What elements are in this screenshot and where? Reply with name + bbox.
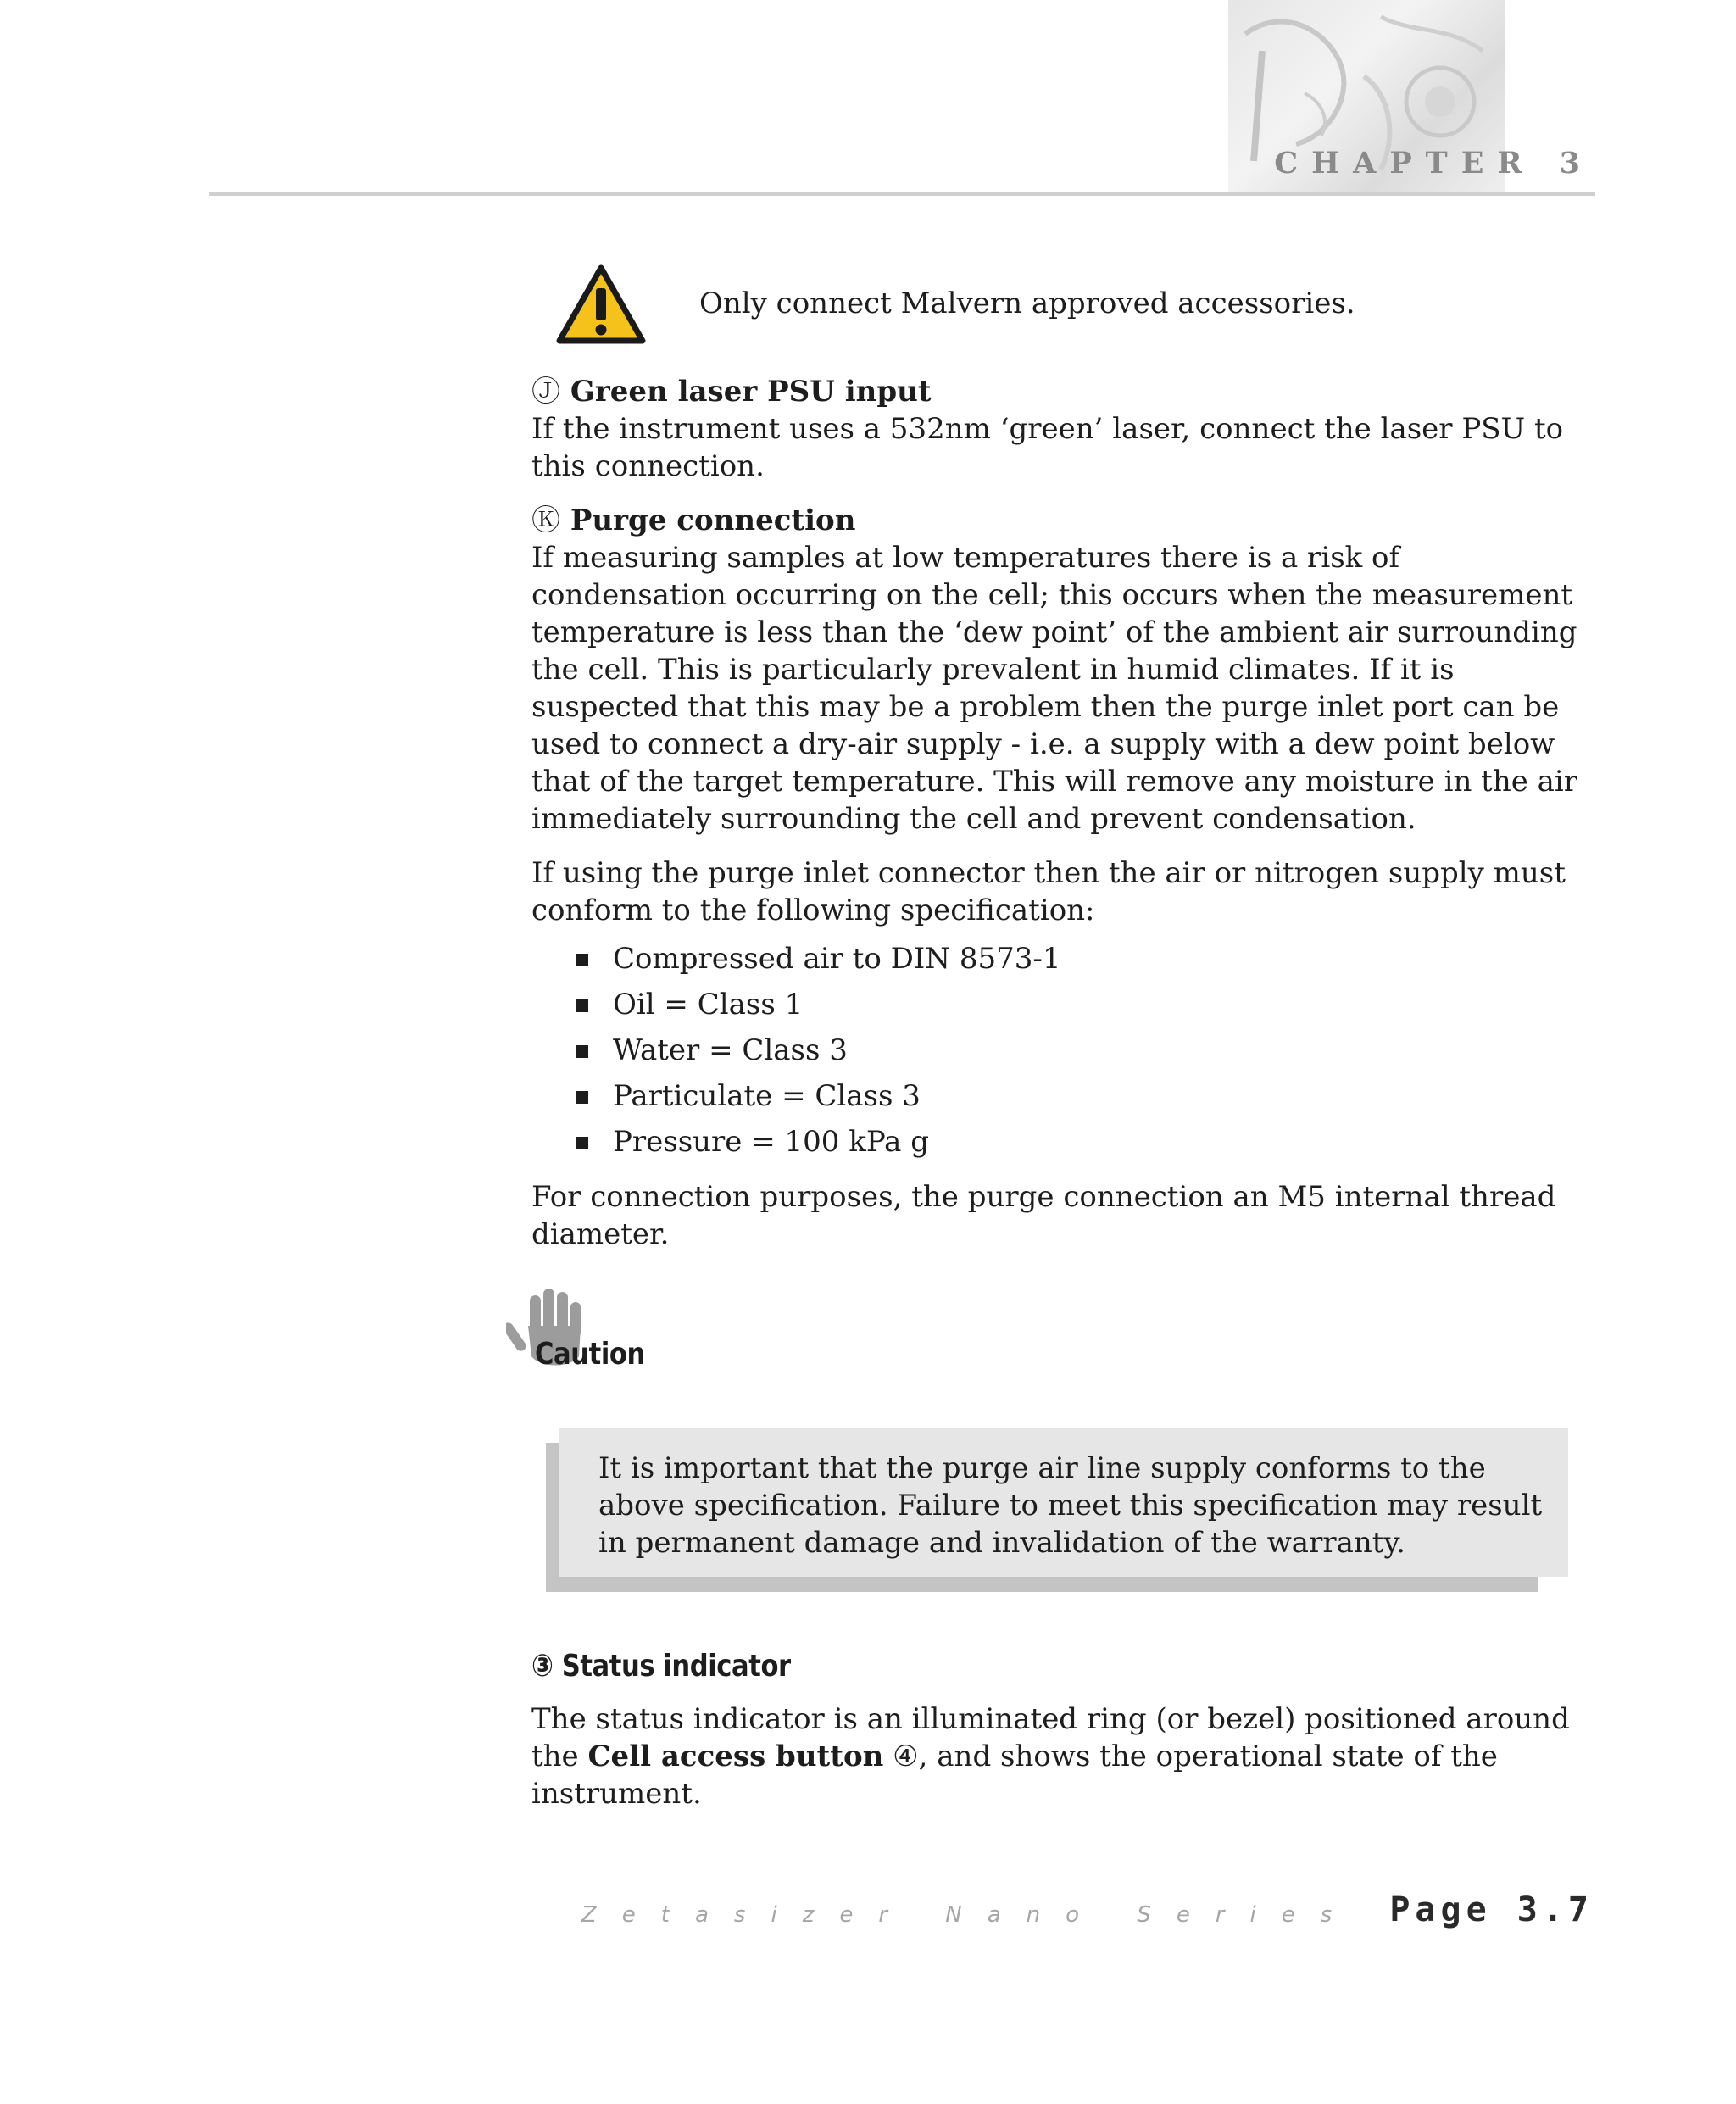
page-number: Page 3.7 bbox=[1389, 1890, 1594, 1929]
list-item: Pressure = 100 kPa g bbox=[576, 1119, 1595, 1165]
list-item: Water = Class 3 bbox=[576, 1027, 1595, 1073]
status-marker: ③ bbox=[531, 1649, 554, 1684]
green-laser-heading bbox=[531, 373, 1595, 410]
status-body-bold: Cell access button bbox=[587, 1739, 884, 1773]
caution-text: It is important that the purge air line supply conforms to the above specification. Failure to meet this specification may result in permanent damage and invalidation of the warranty. bbox=[598, 1451, 1543, 1560]
status-title: Status indicator bbox=[561, 1649, 791, 1684]
chapter-label: CHAPTER 3 bbox=[1274, 146, 1594, 181]
green-laser-marker: Ⓙ bbox=[531, 375, 560, 409]
footer-series-title: Zetasizer Nano Series bbox=[581, 1902, 1358, 1928]
caution-label: Caution bbox=[535, 1337, 645, 1372]
status-body-end: , and shows the operational state of the instrument. bbox=[531, 1739, 1498, 1811]
purge-marker: Ⓚ bbox=[531, 504, 560, 537]
page-content bbox=[531, 263, 1595, 1812]
green-laser-title: Green laser PSU input bbox=[570, 375, 932, 409]
warning-notice bbox=[531, 263, 1595, 373]
status-body-marker: ④ bbox=[893, 1739, 919, 1773]
purge-section bbox=[531, 502, 1595, 838]
purge-heading bbox=[531, 502, 1595, 539]
status-heading bbox=[531, 1648, 1595, 1685]
spec-intro: If using the purge inlet connector then the air or nitrogen supply must conform to the following specification: bbox=[531, 856, 1566, 927]
warning-triangle-icon bbox=[554, 263, 648, 346]
list-item: Oil = Class 1 bbox=[576, 982, 1595, 1027]
list-item: Particulate = Class 3 bbox=[576, 1073, 1595, 1119]
purge-body: If measuring samples at low temperatures there is a risk of condensation occurring on the cell; this occurs when the measurement temperature is less than the ‘dew point’ of the ambient air surrounding the cell. This is particularly prevalent in humid climates. If it is suspected that this may be a problem then the purge inlet port can be used to connect a dry-air supply - i.e. a supply with a dew point below that of the target temperature. This will remove any moisture in the air immediately surrounding the cell and prevent condensation. bbox=[531, 541, 1578, 836]
green-laser-section bbox=[531, 373, 1595, 485]
list-item: Compressed air to DIN 8573-1 bbox=[576, 936, 1595, 982]
caution-header bbox=[531, 1283, 1595, 1394]
purge-title: Purge connection bbox=[570, 504, 856, 537]
header-divider bbox=[209, 192, 1595, 196]
caution-box bbox=[531, 1428, 1595, 1597]
status-body-start: The status indicator is an illuminated ring (or bezel) positioned around the bbox=[531, 1702, 1570, 1773]
connection-note: For connection purposes, the purge connection an M5 internal thread diameter. bbox=[531, 1180, 1556, 1251]
status-body bbox=[531, 1700, 1595, 1812]
green-laser-body: If the instrument uses a 532nm ‘green’ laser, connect the laser PSU to this connection. bbox=[531, 412, 1564, 483]
warning-text: Only connect Malvern approved accessories. bbox=[699, 287, 1355, 320]
spec-list bbox=[531, 936, 1595, 1165]
